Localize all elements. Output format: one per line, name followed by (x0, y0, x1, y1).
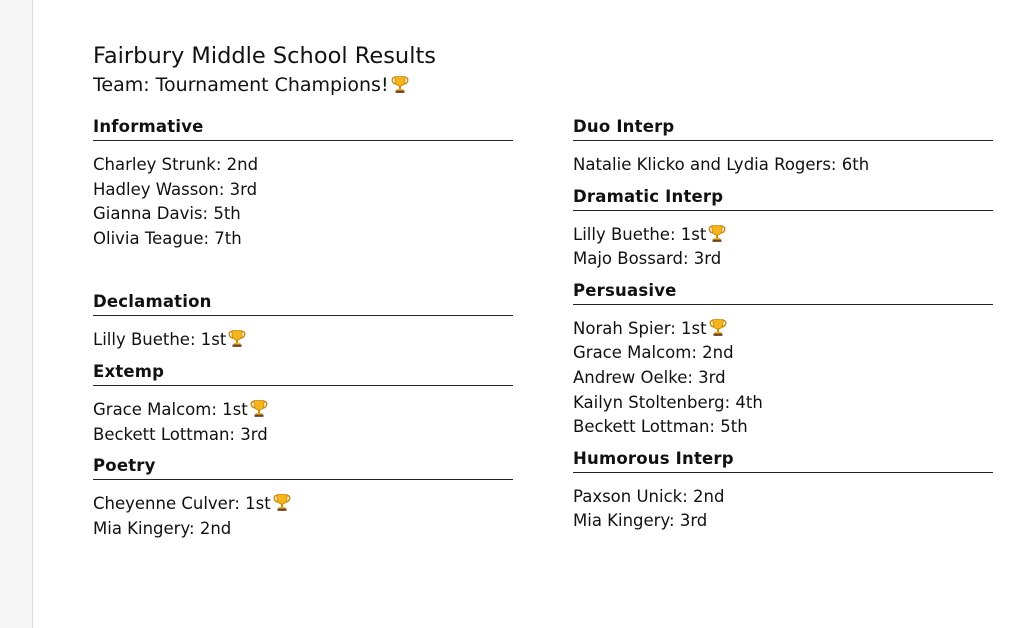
section-title: Dramatic Interp (573, 186, 993, 211)
section-extemp (93, 361, 513, 447)
result-entry (93, 153, 513, 178)
trophy-icon (249, 398, 269, 418)
result-entry (93, 178, 513, 203)
result-entry (93, 202, 513, 227)
entry-text: Norah Spier: 1st (573, 318, 707, 338)
team-result (93, 72, 436, 98)
result-entry (93, 227, 513, 252)
section-persuasive (573, 280, 993, 440)
team-result-text: Team: Tournament Champions! (93, 74, 389, 96)
result-entry (573, 366, 993, 391)
section-title: Poetry (93, 455, 513, 480)
result-entry (573, 485, 993, 510)
result-entry (573, 391, 993, 416)
entry-text: Gianna Davis: 5th (93, 204, 241, 224)
entry-text: Paxson Unick: 2nd (573, 486, 725, 506)
entry-text: Cheyenne Culver: 1st (93, 494, 271, 514)
entry-text: Charley Strunk: 2nd (93, 155, 259, 174)
result-entry (573, 341, 993, 366)
right-column (573, 116, 993, 534)
entry-text: Grace Malcom: 2nd (573, 343, 734, 363)
entry-text: Mia Kingery: 2nd (93, 518, 232, 538)
section-title: Humorous Interp (573, 448, 993, 473)
left-column (93, 116, 513, 541)
result-entry (93, 398, 513, 423)
section-poetry (93, 455, 513, 541)
entry-text: Olivia Teague: 7th (93, 228, 242, 248)
section-humorous-interp (573, 448, 993, 534)
result-entry (573, 247, 993, 272)
section-duo-interp (573, 116, 993, 178)
entry-text: Natalie Klicko and Lydia Rogers: 6th (573, 155, 870, 174)
trophy-icon (708, 317, 728, 337)
result-entry (573, 317, 993, 342)
result-entry (573, 509, 993, 534)
trophy-icon (390, 74, 410, 94)
section-title: Declamation (93, 291, 513, 316)
section-declamation (93, 291, 513, 353)
section-informative (93, 116, 513, 251)
result-entry (573, 415, 993, 440)
entry-text: Andrew Oelke: 3rd (573, 367, 726, 387)
result-entry (93, 517, 513, 542)
result-entry (93, 328, 513, 353)
page-title: Fairbury Middle School Results (93, 43, 436, 69)
entry-text: Mia Kingery: 3rd (573, 511, 708, 531)
result-entry (573, 223, 993, 248)
entry-text: Lilly Buethe: 1st (93, 330, 227, 350)
entry-text: Majo Bossard: 3rd (573, 249, 722, 269)
entry-text: Hadley Wasson: 3rd (93, 179, 258, 199)
left-gutter (0, 0, 33, 628)
trophy-icon (707, 223, 727, 243)
entry-text: Lilly Buethe: 1st (573, 224, 707, 244)
section-title: Extemp (93, 361, 513, 386)
entry-text: Beckett Lottman: 3rd (93, 424, 268, 444)
result-entry (93, 423, 513, 448)
section-title: Duo Interp (573, 116, 993, 141)
section-title: Informative (93, 116, 513, 141)
section-title: Persuasive (573, 280, 993, 305)
result-entry (573, 153, 993, 178)
result-entry (93, 492, 513, 517)
section-dramatic-interp (573, 186, 993, 272)
trophy-icon (272, 492, 292, 512)
entry-text: Beckett Lottman: 5th (573, 417, 748, 437)
entry-text: Grace Malcom: 1st (93, 399, 248, 419)
header (93, 40, 436, 98)
entry-text: Kailyn Stoltenberg: 4th (573, 392, 763, 412)
trophy-icon (227, 328, 247, 348)
